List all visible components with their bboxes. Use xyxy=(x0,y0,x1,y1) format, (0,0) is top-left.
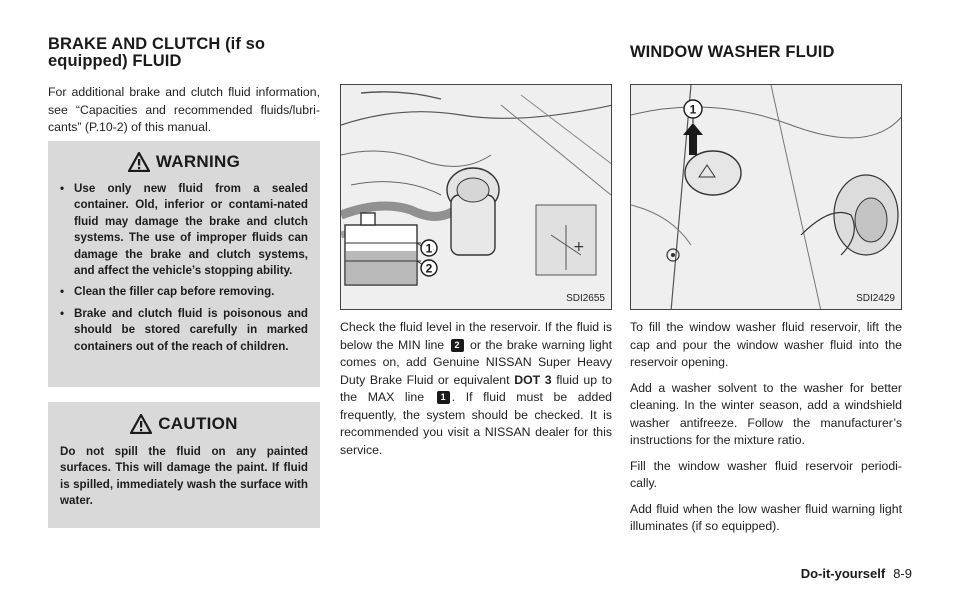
svg-text:+: + xyxy=(573,239,585,255)
washer-fluid-text xyxy=(630,319,902,536)
washer-paragraph: Add fluid when the low washer fluid warning light illuminates (if so equipped). xyxy=(630,501,902,533)
warning-triangle-icon xyxy=(128,152,150,172)
caution-title: CAUTION xyxy=(158,414,238,433)
washer-callout-1: 1 xyxy=(689,102,697,117)
max-line-callout: 1 xyxy=(437,391,450,404)
caution-triangle-icon xyxy=(130,414,152,434)
dot3-label: DOT 3 xyxy=(514,372,552,387)
warning-item: • Clean the filler cap before removing. xyxy=(58,284,308,300)
section-title-brake-fluid xyxy=(48,36,328,70)
warning-item: • Brake and clutch fluid is poisonous and should be stored carefully in marked containers out of the reach of children. xyxy=(58,306,308,355)
instructions-part4: . If fluid must be added frequently, the system should be checked. It is recommended you visit a NISSAN dealer for this service. xyxy=(340,390,612,457)
figure-callout-2: 2 xyxy=(425,261,433,276)
warning-header xyxy=(48,152,320,172)
caution-box xyxy=(48,402,320,528)
instructions-part3: fluid up to the MAX line xyxy=(340,372,612,404)
brake-reservoir-illustration xyxy=(341,85,612,310)
washer-paragraph: To fill the window washer fluid reservoir, lift the cap and pour the window washer fluid into the reservoir opening. xyxy=(630,320,902,369)
page-number: 8-9 xyxy=(893,566,912,581)
brake-fluid-intro: For additional brake and clutch fluid information, see “Capacities and recommended fluids/lubri-cants” (P.10-2) of this manual. xyxy=(48,85,320,134)
page-footer xyxy=(801,566,912,581)
brake-reservoir-figure xyxy=(340,84,612,310)
caution-text: Do not spill the fluid on any painted surfaces. This will damage the paint. If fluid is spilled, immediately wash the surface with water. xyxy=(60,445,308,508)
caution-header xyxy=(48,414,320,434)
warning-item: • Use only new fluid from a sealed container. Old, inferior or contami-nated fluid may damage the brake and clutch systems. The use of improper fluids can damage the brake and clutch systems, and affect the vehicle’s stopping ability. xyxy=(58,181,308,279)
figure-code: SDI2429 xyxy=(856,293,895,304)
footer-section: Do-it-yourself xyxy=(800,566,886,581)
section-title-line2: equipped) FLUID xyxy=(48,52,182,70)
brake-fluid-instructions xyxy=(340,319,612,459)
washer-paragraph: Fill the window washer fluid reservoir periodi-cally. xyxy=(630,458,902,490)
figure-callout-1: 1 xyxy=(425,241,433,256)
min-line-callout: 2 xyxy=(451,339,464,352)
washer-reservoir-illustration xyxy=(631,85,902,310)
washer-reservoir-figure xyxy=(630,84,902,310)
washer-paragraph: Add a washer solvent to the washer for better cleaning. In the winter season, add a windshield washer antifreeze. Follow the manufacturer’s instructions for the mixture ratio. xyxy=(630,380,902,447)
warning-box xyxy=(48,141,320,387)
figure-code: SDI2655 xyxy=(566,293,605,304)
section-title-line1: BRAKE AND CLUTCH (if so xyxy=(48,35,266,53)
section-title-washer-fluid: WINDOW WASHER FLUID xyxy=(630,43,835,61)
warning-list xyxy=(58,181,308,355)
warning-title: WARNING xyxy=(155,152,241,171)
instructions-part2: or the brake warning light comes on, add Genuine NISSAN Super Heavy Duty Brake Fluid or equivalent xyxy=(340,337,613,387)
instructions-part1: Check the fluid level in the reservoir. If the fluid is below the MIN line xyxy=(340,320,612,352)
